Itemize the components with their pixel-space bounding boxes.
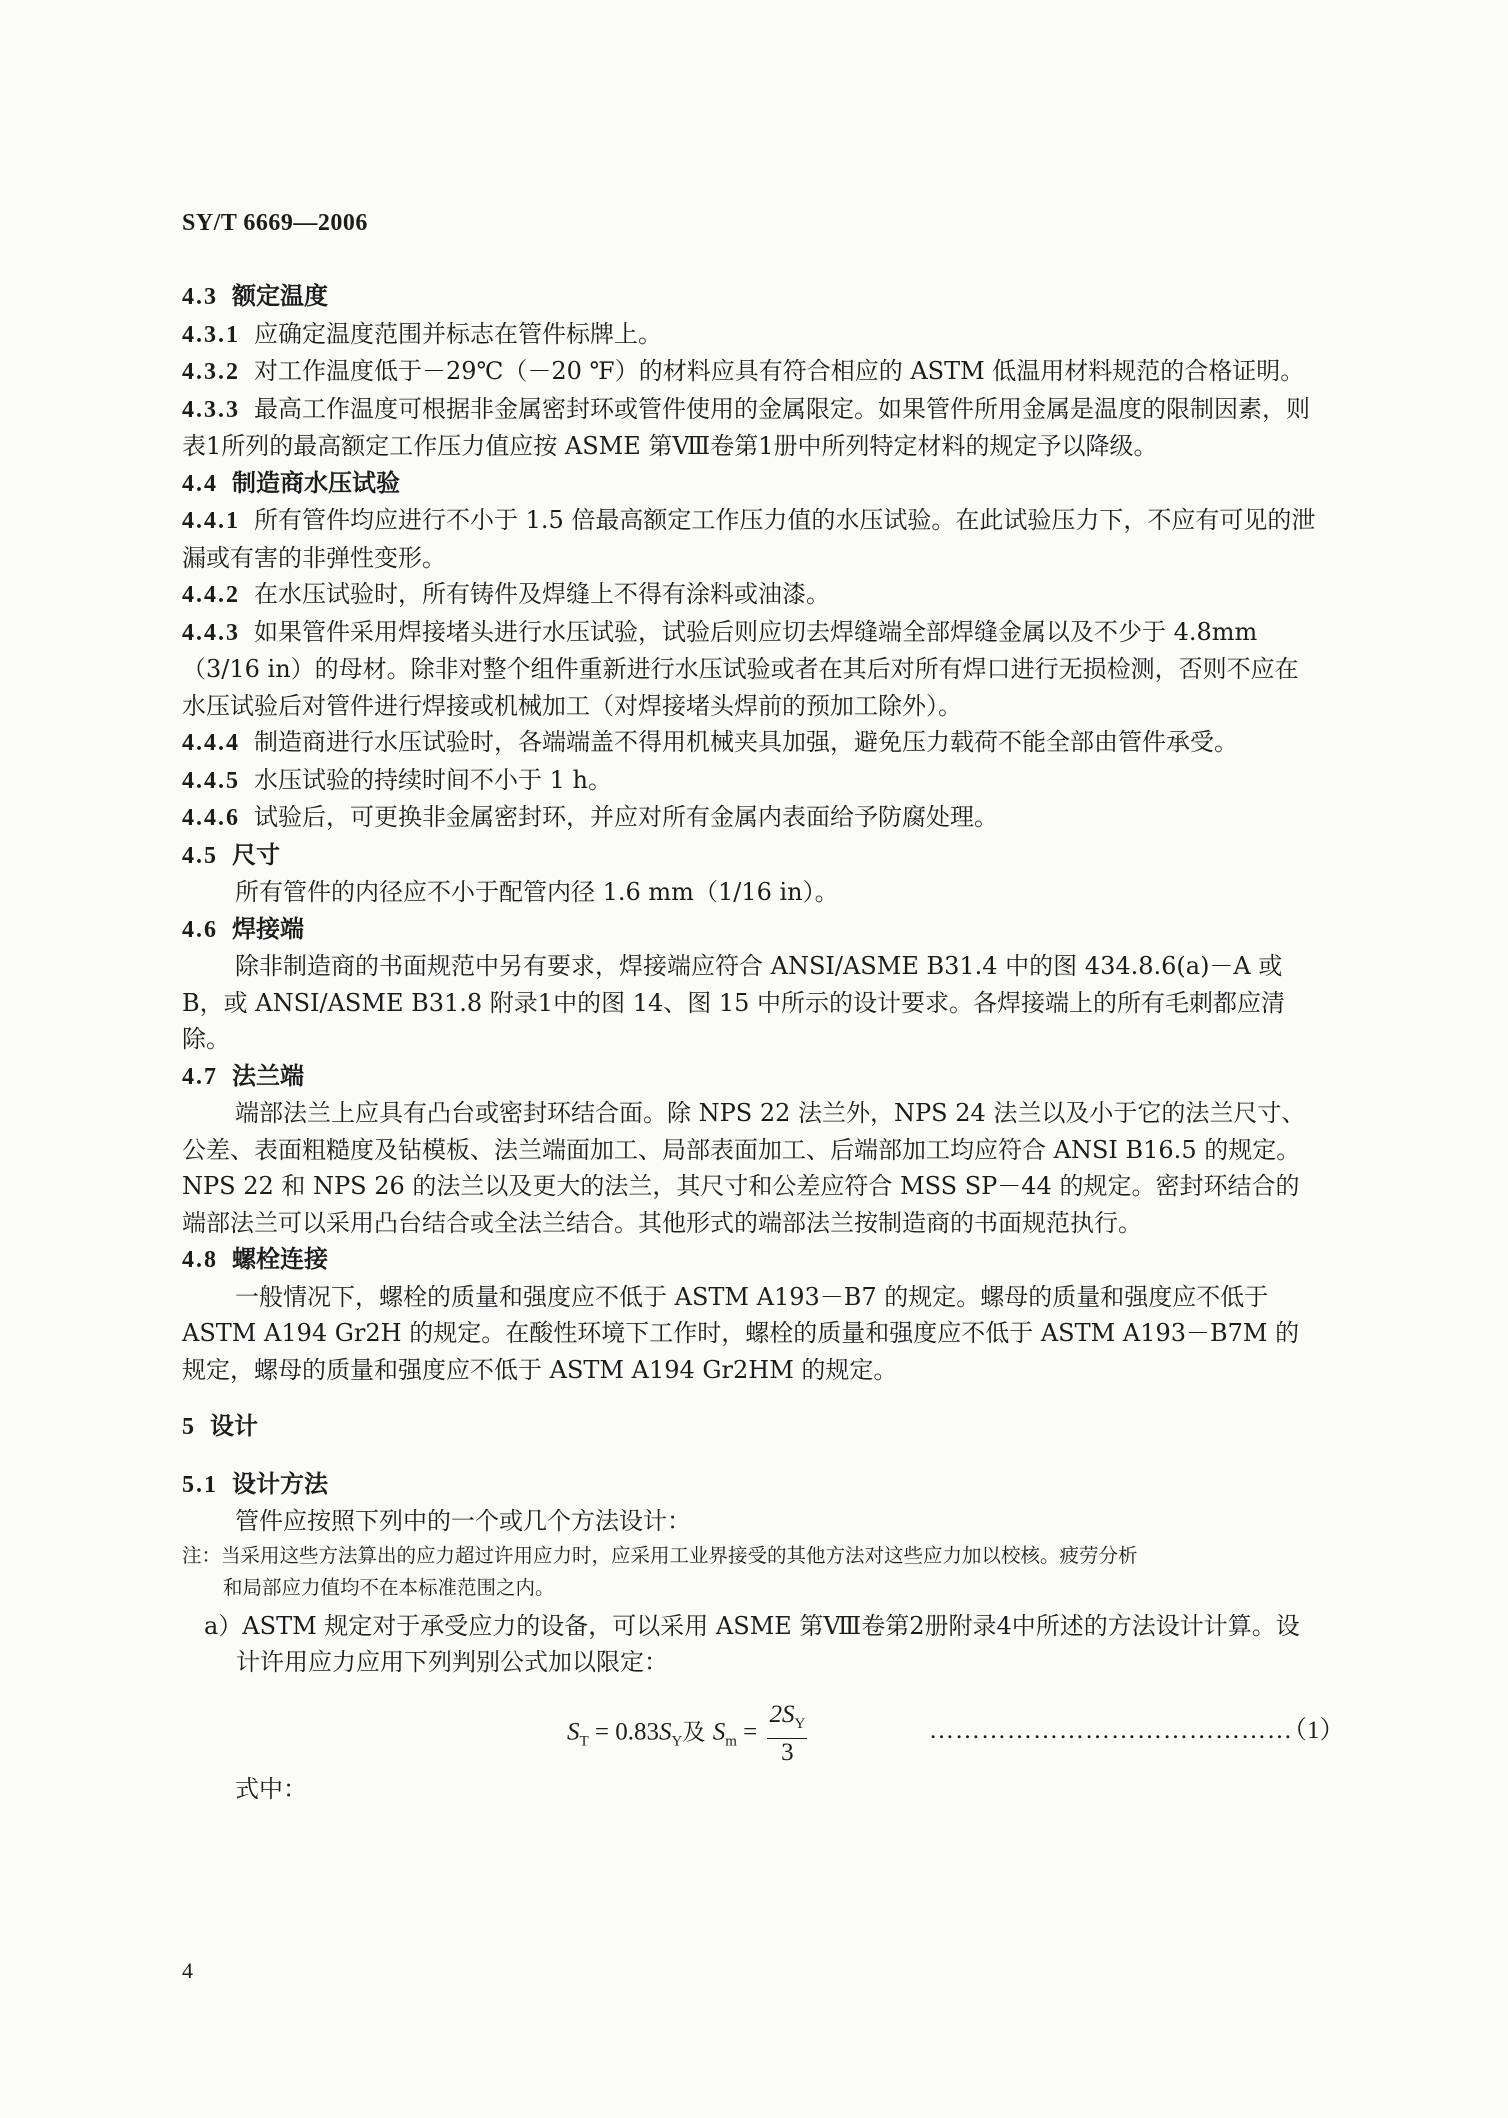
clause-number: 4.3.2 <box>182 359 240 385</box>
clause-text: 设计 <box>210 1411 258 1440</box>
clause-text: 在水压试验时，所有铸件及焊缝上不得有涂料或油漆。 <box>254 580 830 608</box>
clause-number: 4.3.1 <box>182 321 240 348</box>
section-heading <box>182 1466 1322 1504</box>
clause-text: 所有管件均应进行不小于 1.5 倍最高额定工作压力值的水压试验。在此试验压力下，不应有可见的泄漏或有害的非弹性变形。 <box>182 506 1316 572</box>
section-list <box>182 278 1322 1540</box>
clause-text: 除非制造商的书面规范中另有要求，焊接端应符合 ANSI/ASME B31.4 中的图 434.8.6(a)－A 或 B，或 ANSI/ASME B31.8 附录1中的图 14、图 15 中所示的设计要求。各焊接端上的所有毛刺都应清除。 <box>182 952 1286 1053</box>
clause-number: 4.4.3 <box>182 619 240 646</box>
clause-number: 5.1 <box>182 1471 218 1498</box>
clause-text: 制造商进行水压试验时，各端端盖不得用机械夹具加强，避免压力载荷不能全部由管件承受。 <box>254 728 1238 756</box>
clause-number: 4.7 <box>182 1063 218 1090</box>
paragraph <box>182 874 1322 911</box>
paragraph <box>182 1095 1322 1241</box>
formula-1 <box>182 1691 1345 1766</box>
clause-text: 法兰端 <box>232 1060 304 1090</box>
clause-text: 对工作温度低于－29℃（－20 ℉）的材料应具有符合相应的 ASTM 低温用材料规范的合格证明。 <box>254 357 1305 385</box>
section-gap <box>182 1446 1322 1466</box>
clause-text: 管件应按照下列中的一个或几个方法设计： <box>235 1507 691 1535</box>
clause-number: 4.4 <box>182 470 218 497</box>
clause-number: 4.4.2 <box>182 582 240 608</box>
section-heading <box>182 1408 1322 1446</box>
paragraph <box>182 1279 1322 1389</box>
clause-text: 端部法兰上应具有凸台或密封环结合面。除 NPS 22 法兰外，NPS 24 法兰以及小于它的法兰尺寸、公差、表面粗糙度及钻模板、法兰端面加工、局部表面加工、后端部加工均应符合 ANSI B16.5 的规定。NPS 22 和 NPS 26 的法兰以及更大的法兰，其尺寸和公差应符合 MSS SP－44 的规定。密封环结合的端部法兰可以采用凸台结合或全法兰结合。其他形式的端部法兰按制造商的书面规范执行。 <box>182 1099 1306 1237</box>
section-heading <box>182 1241 1322 1279</box>
clause-number: 4.4.1 <box>182 508 240 534</box>
paragraph <box>182 762 1322 800</box>
note-label: 注： <box>182 1543 222 1567</box>
clause-text: 焊接端 <box>232 913 304 943</box>
section-heading <box>182 911 1322 949</box>
document-body <box>182 278 1345 1807</box>
paragraph <box>182 614 1322 725</box>
clause-number: 4.4.5 <box>182 767 240 794</box>
page-number: 4 <box>182 1958 193 1983</box>
list-item-a: a）ASTM 规定对于承受应力的设备，可以采用 ASME 第Ⅷ卷第2册附录4中所述的方法设计计算。设计许用应力应用下列判别公式加以限定： <box>204 1611 1300 1676</box>
section-gap <box>182 1388 1322 1408</box>
paragraph <box>182 724 1322 762</box>
clause-text: 应确定温度范围并标志在管件标牌上。 <box>254 319 662 348</box>
clause-text: 如果管件采用焊接堵头进行水压试验，试验后则应切去焊缝端全部焊缝金属以及不少于 4.8mm（3/16 in）的母材。除非对整个组件重新进行水压试验或者在其后对所有焊口进行无损检测，否则不应在水压试验后对管件进行焊接或机械加工（对焊接堵头焊前的预加工除外）。 <box>182 617 1299 720</box>
paragraph <box>182 799 1322 837</box>
section-heading <box>182 837 1322 875</box>
paragraph <box>182 576 1322 614</box>
paragraph <box>182 391 1322 465</box>
clause-text: 最高工作温度可根据非金属密封环或管件使用的金属限定。如果管件所用金属是温度的限制因素，则表1所列的最高额定工作压力值应按 ASME 第Ⅷ卷第1册中所列特定材料的规定予以降级。 <box>182 394 1310 460</box>
note-text-1: 当采用这些方法算出的应力超过许用应力时，应采用工业界接受的其他方法对这些应力加以校核。疲劳分析 <box>221 1543 1138 1567</box>
clause-text: 额定温度 <box>232 281 328 310</box>
note-line-1 <box>182 1540 1322 1572</box>
formula-number: （1） <box>1282 1716 1345 1744</box>
where-label: 式中： <box>235 1774 307 1803</box>
clause-number: 4.3.3 <box>182 396 240 423</box>
clause-text: 一般情况下，螺栓的质量和强度应不低于 ASTM A193－B7 的规定。螺母的质量和强度应不低于 ASTM A194 Gr2H 的规定。在酸性环境下工作时，螺栓的质量和强度应不低于 ASTM A193－B7M 的规定，螺母的质量和强度应不低于 ASTM A194 Gr2HM 的规定。 <box>182 1282 1300 1384</box>
document-header: SY/T 6669—2006 <box>182 210 368 236</box>
clause-number: 4.3 <box>182 284 218 310</box>
paragraph <box>182 1503 1322 1540</box>
clause-text: 所有管件的内径应不小于配管内径 1.6 mm（1/16 in）。 <box>235 878 839 906</box>
clause-number: 5 <box>182 1414 196 1440</box>
note-line-2: 和局部应力值均不在本标准范围之内。 <box>223 1575 555 1599</box>
clause-text: 水压试验的持续时间不小于 1 h。 <box>254 765 612 794</box>
clause-text: 试验后，可更换非金属密封环，并应对所有金属内表面给予防腐处理。 <box>254 803 998 831</box>
clause-number: 4.5 <box>182 842 218 869</box>
clause-number: 4.4.4 <box>182 730 240 756</box>
clause-text: 制造商水压试验 <box>232 467 400 497</box>
formula-fraction: $\frac{2S_Y}{3}$ <box>769 1700 806 1766</box>
section-heading <box>182 1058 1322 1096</box>
clause-number: 4.4.6 <box>182 805 240 831</box>
paragraph <box>182 353 1322 391</box>
clause-text: 设计方法 <box>232 1468 328 1498</box>
clause-number: 4.8 <box>182 1247 218 1273</box>
paragraph <box>182 316 1322 354</box>
formula-expression: $S_T = 0.83S_Y$及 $S_m$ = $\frac{2S_Y}{3}$ <box>567 1700 806 1766</box>
section-heading <box>182 278 1322 316</box>
paragraph <box>182 502 1322 576</box>
clause-text: 尺寸 <box>232 839 280 869</box>
section-heading <box>182 465 1322 503</box>
clause-text: 螺栓连接 <box>232 1244 328 1273</box>
clause-number: 4.6 <box>182 916 218 943</box>
formula-leader-dots: …………………………………… <box>929 1716 1293 1744</box>
paragraph <box>182 948 1322 1058</box>
